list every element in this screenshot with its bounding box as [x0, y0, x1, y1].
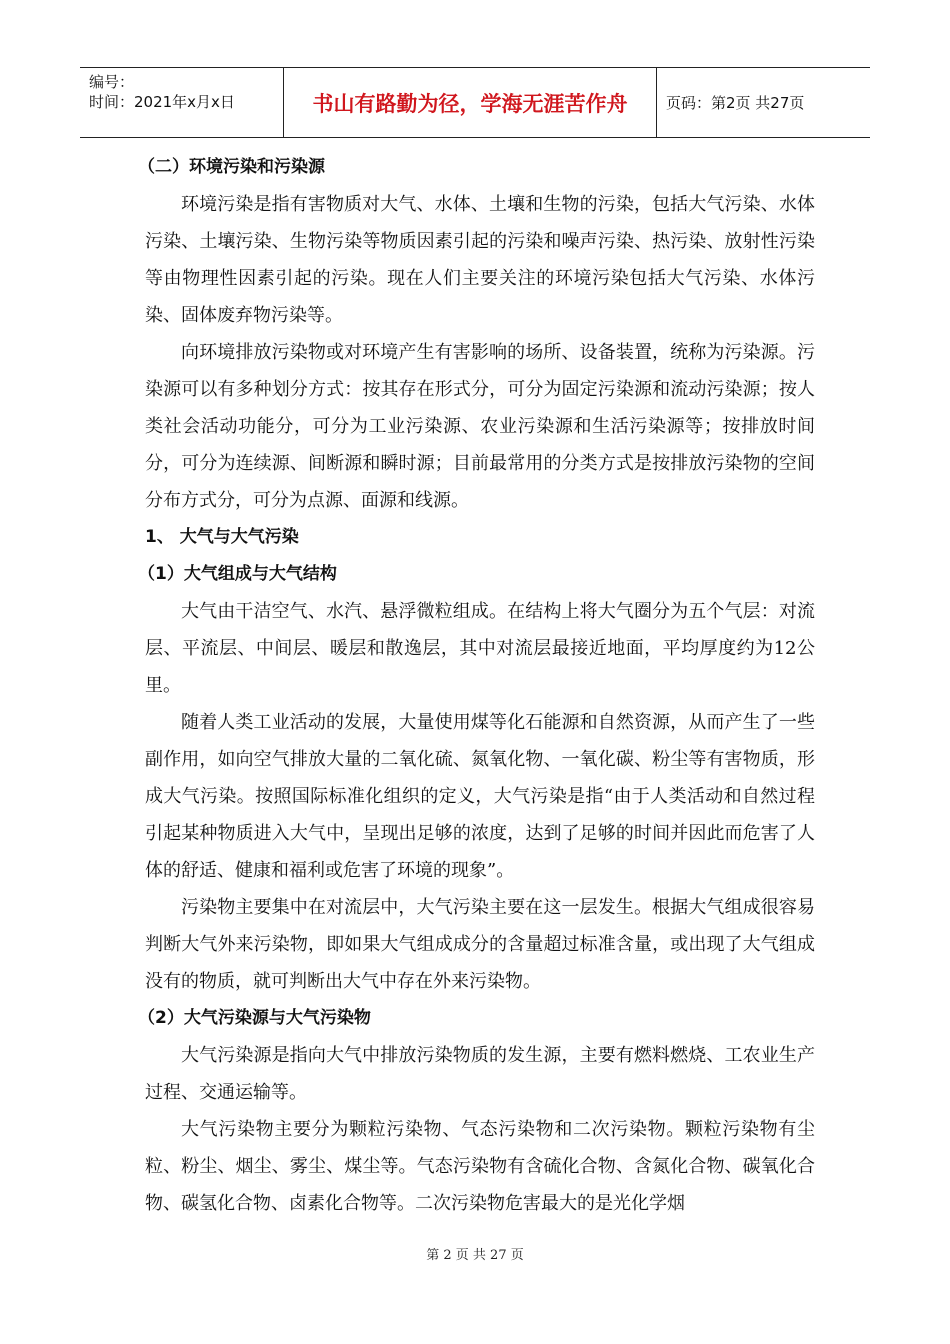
subsection-heading-air-pollution-sources: （2）大气污染源与大气污染物	[138, 1008, 371, 1028]
header-meta	[80, 68, 284, 137]
paragraph-atmosphere-composition: 大气由干洁空气、水汽、悬浮微粒组成。在结构上将大气圈分为五个气层：对流层、平流层、中间层、暖层和散逸层，其中对流层最接近地面，平均厚度约为12公里。	[145, 601, 815, 696]
subsection-heading-atmosphere-structure: （1）大气组成与大气结构	[138, 564, 337, 584]
document-body	[138, 149, 815, 1222]
paragraph-troposphere-pollutants: 污染物主要集中在对流层中，大气污染主要在这一层发生。根据大气组成很容易判断大气外来污染物，即如果大气组成成分的含量超过标准含量，或出现了大气组成没有的物质，就可判断出大气中存在外来污染物。	[145, 897, 815, 992]
document-date-label: 时间：2021年x月x日	[89, 93, 235, 111]
section-heading-pollution: （二）环境污染和污染源	[138, 157, 325, 177]
paragraph-air-pollutant-types: 大气污染物主要分为颗粒污染物、气态污染物和二次污染物。颗粒污染物有尘粒、粉尘、烟尘、雾尘、煤尘等。气态污染物有含硫化合物、含氮化合物、碳氧化合物、碳氢化合物、卤素化合物等。二次污染物危害最大的是光化学烟	[145, 1119, 815, 1214]
page-header	[80, 67, 870, 138]
paragraph-environmental-pollution: 环境污染是指有害物质对大气、水体、土壤和生物的污染，包括大气污染、水体污染、土壤污染、生物污染等物质因素引起的污染和噪声污染、热污染、放射性污染等由物理性因素引起的污染。现在人们主要关注的环境污染包括大气污染、水体污染、固体废弃物污染等。	[145, 194, 815, 326]
paragraph-air-pollution-sources: 大气污染源是指向大气中排放污染物质的发生源，主要有燃料燃烧、工农业生产过程、交通运输等。	[145, 1045, 815, 1103]
document-number-label: 编号：	[89, 73, 135, 91]
header-motto: 书山有路勤为径，学海无涯苦作舟	[284, 68, 657, 137]
paragraph-pollution-sources: 向环境排放污染物或对环境产生有害影响的场所、设备装置，统称为污染源。污染源可以有多种划分方式：按其存在形式分，可分为固定污染源和流动污染源；按人类社会活动功能分，可分为工业污染源、农业污染源和生活污染源等；按排放时间分，可分为连续源、间断源和瞬时源；目前最常用的分类方式是按排放污染物的空间分布方式分，可分为点源、面源和线源。	[145, 342, 815, 511]
header-page-info: 页码：第2页 共27页	[666, 94, 805, 112]
page-footer: 第 2 页 共 27 页	[426, 1248, 524, 1263]
section-heading-atmosphere: 1、 大气与大气污染	[145, 527, 299, 547]
paragraph-air-pollution-definition: 随着人类工业活动的发展，大量使用煤等化石能源和自然资源，从而产生了一些副作用，如向空气排放大量的二氧化硫、氮氧化物、一氧化碳、粉尘等有害物质，形成大气污染。按照国际标准化组织的定义，大气污染是指“由于人类活动和自然过程引起某种物质进入大气中，呈现出足够的浓度，达到了足够的时间并因此而危害了人体的舒适、健康和福利或危害了环境的现象”。	[145, 712, 815, 881]
